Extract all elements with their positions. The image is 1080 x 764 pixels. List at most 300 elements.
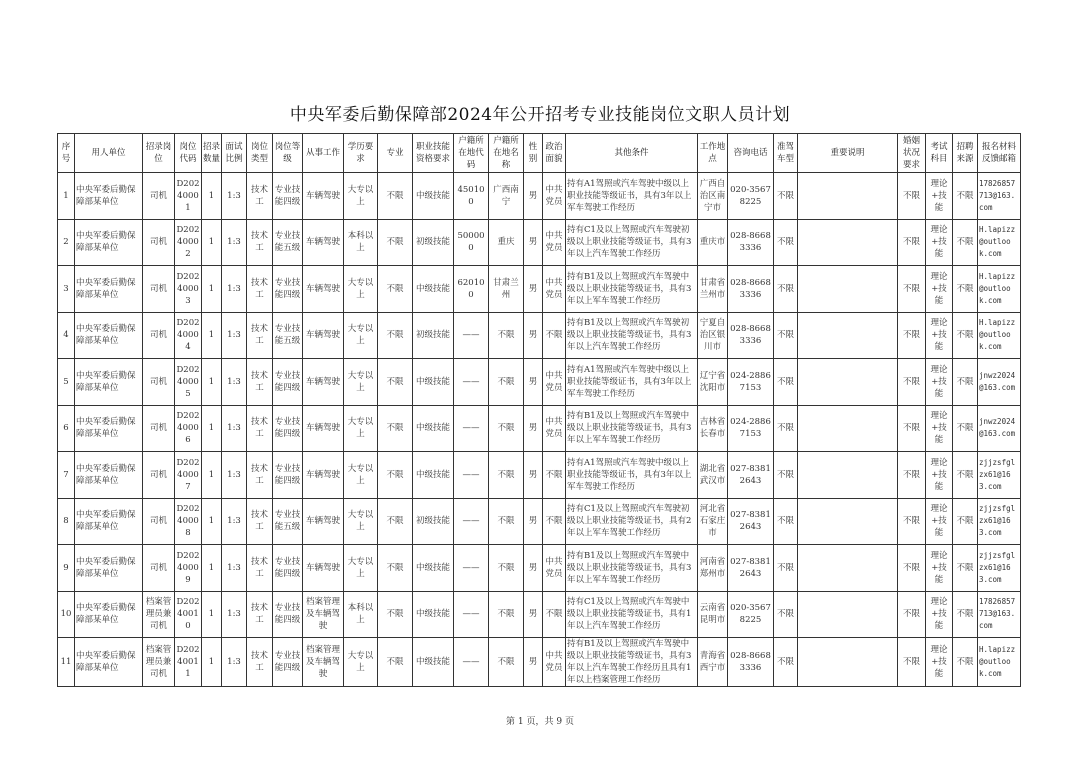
cell-household-code: —— xyxy=(454,498,489,545)
cell-other-conditions: 持有B1及以上驾照或汽车驾驶中级以上职业技能等级证书，具有3年以上军车驾驶工作经历 xyxy=(566,545,698,592)
cell-quota: 1 xyxy=(202,591,222,638)
cell-important-notes xyxy=(798,359,898,406)
cell-important-notes xyxy=(798,219,898,266)
cell-position-type: 技术工 xyxy=(247,359,273,406)
cell-marital-status: 不限 xyxy=(898,173,926,220)
cell-political-status: 中共党员 xyxy=(543,638,566,687)
cell-position-type: 技术工 xyxy=(247,591,273,638)
cell-quota: 1 xyxy=(202,498,222,545)
cell-position-code: D20240007 xyxy=(175,452,202,499)
header-other-conditions: 其他条件 xyxy=(566,134,698,173)
cell-position: 司机 xyxy=(143,173,175,220)
cell-license-type: 不限 xyxy=(774,591,798,638)
cell-marital-status: 不限 xyxy=(898,219,926,266)
cell-recruit-source: 不限 xyxy=(953,312,978,359)
cell-quota: 1 xyxy=(202,405,222,452)
cell-education: 大专以上 xyxy=(344,312,378,359)
cell-license-type: 不限 xyxy=(774,173,798,220)
cell-position: 司机 xyxy=(143,359,175,406)
cell-exam-subjects: 理论+技能 xyxy=(926,452,953,499)
cell-major: 不限 xyxy=(378,545,413,592)
cell-major: 不限 xyxy=(378,266,413,313)
cell-position-level: 专业技能四级 xyxy=(273,545,303,592)
cell-position-code: D20240008 xyxy=(175,498,202,545)
cell-email: jnwz2024@163.com xyxy=(978,405,1021,452)
cell-license-type: 不限 xyxy=(774,452,798,499)
header-work-location: 工作地点 xyxy=(698,134,728,173)
cell-education: 大专以上 xyxy=(344,266,378,313)
cell-political-status: 中共党员 xyxy=(543,266,566,313)
cell-other-conditions: 持有C1及以上驾照或汽车驾驶初级以上职业技能等级证书，具有3年以上汽车驾驶工作经历 xyxy=(566,219,698,266)
cell-gender: 男 xyxy=(524,359,543,406)
cell-education: 大专以上 xyxy=(344,173,378,220)
cell-exam-subjects: 理论+技能 xyxy=(926,173,953,220)
cell-exam-subjects: 理论+技能 xyxy=(926,545,953,592)
cell-major: 不限 xyxy=(378,591,413,638)
cell-interview-ratio: 1:3 xyxy=(222,591,247,638)
header-position-code: 岗位代码 xyxy=(175,134,202,173)
cell-position-code: D20240003 xyxy=(175,266,202,313)
cell-quota: 1 xyxy=(202,219,222,266)
cell-skill-requirement: 初级技能 xyxy=(413,219,454,266)
cell-gender: 男 xyxy=(524,545,543,592)
cell-recruit-source: 不限 xyxy=(953,359,978,406)
cell-household-code: —— xyxy=(454,545,489,592)
cell-work-content: 车辆驾驶 xyxy=(303,312,344,359)
cell-recruit-source: 不限 xyxy=(953,498,978,545)
cell-education: 大专以上 xyxy=(344,405,378,452)
cell-important-notes xyxy=(798,266,898,313)
cell-major: 不限 xyxy=(378,359,413,406)
cell-exam-subjects: 理论+技能 xyxy=(926,405,953,452)
cell-position-level: 专业技能五级 xyxy=(273,498,303,545)
cell-marital-status: 不限 xyxy=(898,312,926,359)
cell-work-content: 车辆驾驶 xyxy=(303,452,344,499)
table-row xyxy=(58,638,1021,687)
cell-phone: 020-35678225 xyxy=(728,591,774,638)
cell-license-type: 不限 xyxy=(774,638,798,687)
table-row xyxy=(58,591,1021,638)
cell-interview-ratio: 1:3 xyxy=(222,219,247,266)
cell-work-location: 宁夏自治区银川市 xyxy=(698,312,728,359)
cell-employer: 中央军委后勤保障部某单位 xyxy=(75,498,143,545)
cell-interview-ratio: 1:3 xyxy=(222,452,247,499)
cell-household-name: 不限 xyxy=(489,545,524,592)
cell-phone: 027-83812643 xyxy=(728,498,774,545)
cell-major: 不限 xyxy=(378,173,413,220)
cell-position: 司机 xyxy=(143,312,175,359)
cell-quota: 1 xyxy=(202,638,222,687)
cell-household-name: 重庆 xyxy=(489,219,524,266)
cell-important-notes xyxy=(798,452,898,499)
cell-position: 司机 xyxy=(143,452,175,499)
cell-position-type: 技术工 xyxy=(247,545,273,592)
cell-phone: 027-83812643 xyxy=(728,545,774,592)
cell-position-level: 专业技能四级 xyxy=(273,266,303,313)
cell-education: 大专以上 xyxy=(344,452,378,499)
cell-marital-status: 不限 xyxy=(898,498,926,545)
cell-email: 17826857713@163.com xyxy=(978,173,1021,220)
cell-work-content: 车辆驾驶 xyxy=(303,219,344,266)
cell-employer: 中央军委后勤保障部某单位 xyxy=(75,405,143,452)
cell-recruit-source: 不限 xyxy=(953,545,978,592)
cell-important-notes xyxy=(798,405,898,452)
cell-quota: 1 xyxy=(202,266,222,313)
cell-position-type: 技术工 xyxy=(247,638,273,687)
cell-household-code: —— xyxy=(454,359,489,406)
cell-seq: 2 xyxy=(58,219,75,266)
cell-position: 司机 xyxy=(143,405,175,452)
cell-household-name: 不限 xyxy=(489,405,524,452)
cell-skill-requirement: 中级技能 xyxy=(413,405,454,452)
cell-position-code: D20240005 xyxy=(175,359,202,406)
cell-skill-requirement: 中级技能 xyxy=(413,591,454,638)
cell-work-content: 档案管理及车辆驾驶 xyxy=(303,591,344,638)
cell-other-conditions: 持有B1及以上驾照或汽车驾驶中级以上职业技能等级证书，具有3年以上军车驾驶工作经历 xyxy=(566,405,698,452)
cell-seq: 11 xyxy=(58,638,75,687)
cell-work-location: 河南省郑州市 xyxy=(698,545,728,592)
header-license-type: 准驾车型 xyxy=(774,134,798,173)
cell-major: 不限 xyxy=(378,498,413,545)
cell-work-location: 湖北省武汉市 xyxy=(698,452,728,499)
cell-position-type: 技术工 xyxy=(247,498,273,545)
cell-other-conditions: 持有A1驾照或汽车驾驶中级以上职业技能等级证书，具有3年以上军车驾驶工作经历 xyxy=(566,173,698,220)
cell-work-content: 车辆驾驶 xyxy=(303,545,344,592)
cell-household-name: 不限 xyxy=(489,452,524,499)
cell-household-code: 450100 xyxy=(454,173,489,220)
cell-interview-ratio: 1:3 xyxy=(222,545,247,592)
cell-work-content: 车辆驾驶 xyxy=(303,359,344,406)
cell-exam-subjects: 理论+技能 xyxy=(926,266,953,313)
header-major: 专业 xyxy=(378,134,413,173)
header-household-code: 户籍所在地代码 xyxy=(454,134,489,173)
cell-employer: 中央军委后勤保障部某单位 xyxy=(75,266,143,313)
cell-email: 17826857713@163.com xyxy=(978,591,1021,638)
cell-work-location: 青海省西宁市 xyxy=(698,638,728,687)
cell-seq: 9 xyxy=(58,545,75,592)
table-row xyxy=(58,498,1021,545)
cell-email: H.lapizz@outlook.com xyxy=(978,219,1021,266)
cell-gender: 男 xyxy=(524,312,543,359)
cell-recruit-source: 不限 xyxy=(953,219,978,266)
cell-position-level: 专业技能五级 xyxy=(273,312,303,359)
cell-skill-requirement: 中级技能 xyxy=(413,638,454,687)
header-seq: 序号 xyxy=(58,134,75,173)
cell-skill-requirement: 中级技能 xyxy=(413,173,454,220)
cell-major: 不限 xyxy=(378,312,413,359)
cell-household-name: 不限 xyxy=(489,312,524,359)
cell-recruit-source: 不限 xyxy=(953,173,978,220)
cell-marital-status: 不限 xyxy=(898,266,926,313)
cell-household-code: 620100 xyxy=(454,266,489,313)
cell-exam-subjects: 理论+技能 xyxy=(926,312,953,359)
table-row xyxy=(58,266,1021,313)
cell-seq: 3 xyxy=(58,266,75,313)
cell-position: 司机 xyxy=(143,545,175,592)
cell-major: 不限 xyxy=(378,452,413,499)
cell-major: 不限 xyxy=(378,405,413,452)
cell-skill-requirement: 初级技能 xyxy=(413,498,454,545)
cell-email: jnwz2024@163.com xyxy=(978,359,1021,406)
cell-position-type: 技术工 xyxy=(247,452,273,499)
table-row xyxy=(58,405,1021,452)
cell-political-status: 不限 xyxy=(543,452,566,499)
header-interview-ratio: 面试比例 xyxy=(222,134,247,173)
cell-skill-requirement: 中级技能 xyxy=(413,545,454,592)
table-row xyxy=(58,545,1021,592)
cell-phone: 024-28867153 xyxy=(728,359,774,406)
cell-position-level: 专业技能四级 xyxy=(273,173,303,220)
cell-position-code: D20240006 xyxy=(175,405,202,452)
cell-phone: 028-86683336 xyxy=(728,219,774,266)
cell-important-notes xyxy=(798,498,898,545)
header-gender: 性别 xyxy=(524,134,543,173)
cell-important-notes xyxy=(798,638,898,687)
header-position-level: 岗位等级 xyxy=(273,134,303,173)
cell-important-notes xyxy=(798,591,898,638)
cell-household-name: 甘肃兰州 xyxy=(489,266,524,313)
cell-employer: 中央军委后勤保障部某单位 xyxy=(75,452,143,499)
cell-education: 大专以上 xyxy=(344,359,378,406)
cell-recruit-source: 不限 xyxy=(953,266,978,313)
cell-political-status: 不限 xyxy=(543,591,566,638)
cell-seq: 5 xyxy=(58,359,75,406)
cell-political-status: 不限 xyxy=(543,498,566,545)
cell-education: 大专以上 xyxy=(344,638,378,687)
header-important-notes: 重要说明 xyxy=(798,134,898,173)
cell-position: 档案管理员兼司机 xyxy=(143,591,175,638)
cell-phone: 028-86683336 xyxy=(728,638,774,687)
cell-gender: 男 xyxy=(524,405,543,452)
cell-interview-ratio: 1:3 xyxy=(222,266,247,313)
cell-quota: 1 xyxy=(202,312,222,359)
cell-position-level: 专业技能四级 xyxy=(273,591,303,638)
cell-education: 大专以上 xyxy=(344,498,378,545)
cell-household-code: 500000 xyxy=(454,219,489,266)
cell-household-code: —— xyxy=(454,405,489,452)
table-header-row xyxy=(58,134,1021,173)
cell-position-code: D20240011 xyxy=(175,638,202,687)
cell-work-location: 广西自治区南宁市 xyxy=(698,173,728,220)
cell-household-name: 不限 xyxy=(489,359,524,406)
cell-position-level: 专业技能四级 xyxy=(273,638,303,687)
cell-position: 档案管理员兼司机 xyxy=(143,638,175,687)
cell-recruit-source: 不限 xyxy=(953,591,978,638)
cell-household-code: —— xyxy=(454,591,489,638)
cell-other-conditions: 持有C1及以上驾照或汽车驾驶中级以上职业技能等级证书，具有1年以上汽车驾驶工作经历 xyxy=(566,591,698,638)
cell-interview-ratio: 1:3 xyxy=(222,638,247,687)
header-position: 招录岗位 xyxy=(143,134,175,173)
document-title: 中央军委后勤保障部2024年公开招考专业技能岗位文职人员计划 xyxy=(289,105,791,125)
cell-exam-subjects: 理论+技能 xyxy=(926,638,953,687)
table-row xyxy=(58,173,1021,220)
cell-work-location: 辽宁省沈阳市 xyxy=(698,359,728,406)
cell-license-type: 不限 xyxy=(774,545,798,592)
cell-skill-requirement: 中级技能 xyxy=(413,452,454,499)
header-political-status: 政治面貌 xyxy=(543,134,566,173)
cell-email: H.lapizz@outlook.com xyxy=(978,638,1021,687)
cell-work-content: 档案管理及车辆驾驶 xyxy=(303,638,344,687)
cell-gender: 男 xyxy=(524,498,543,545)
cell-position-type: 技术工 xyxy=(247,266,273,313)
cell-gender: 男 xyxy=(524,219,543,266)
cell-email: zjjzsfglzx61@163.com xyxy=(978,545,1021,592)
cell-position-type: 技术工 xyxy=(247,405,273,452)
cell-position-type: 技术工 xyxy=(247,173,273,220)
cell-phone: 028-86683336 xyxy=(728,312,774,359)
cell-seq: 8 xyxy=(58,498,75,545)
table-row xyxy=(58,359,1021,406)
cell-political-status: 中共党员 xyxy=(543,173,566,220)
header-skill-requirement: 职业技能资格要求 xyxy=(413,134,454,173)
cell-license-type: 不限 xyxy=(774,266,798,313)
cell-household-name: 广西南宁 xyxy=(489,173,524,220)
cell-other-conditions: 持有B1及以上驾照或汽车驾驶中级以上职业技能等级证书，具有3年以上汽车驾驶工作经历且具有1年以上档案管理工作经历 xyxy=(566,638,698,687)
cell-important-notes xyxy=(798,312,898,359)
cell-license-type: 不限 xyxy=(774,405,798,452)
cell-position-code: D20240004 xyxy=(175,312,202,359)
cell-quota: 1 xyxy=(202,545,222,592)
cell-marital-status: 不限 xyxy=(898,591,926,638)
recruitment-plan-table xyxy=(57,133,1021,687)
cell-gender: 男 xyxy=(524,591,543,638)
header-quota: 招录数量 xyxy=(202,134,222,173)
cell-position-level: 专业技能四级 xyxy=(273,359,303,406)
cell-quota: 1 xyxy=(202,359,222,406)
cell-recruit-source: 不限 xyxy=(953,638,978,687)
cell-position: 司机 xyxy=(143,219,175,266)
cell-marital-status: 不限 xyxy=(898,638,926,687)
cell-employer: 中央军委后勤保障部某单位 xyxy=(75,591,143,638)
header-phone: 咨询电话 xyxy=(728,134,774,173)
cell-phone: 028-86683336 xyxy=(728,266,774,313)
cell-email: H.lapizz@outlook.com xyxy=(978,266,1021,313)
cell-gender: 男 xyxy=(524,638,543,687)
cell-position-level: 专业技能四级 xyxy=(273,405,303,452)
cell-work-location: 重庆市 xyxy=(698,219,728,266)
cell-quota: 1 xyxy=(202,452,222,499)
cell-seq: 7 xyxy=(58,452,75,499)
cell-important-notes xyxy=(798,173,898,220)
cell-interview-ratio: 1:3 xyxy=(222,405,247,452)
header-household-name: 户籍所在地名称 xyxy=(489,134,524,173)
cell-work-content: 车辆驾驶 xyxy=(303,405,344,452)
header-recruit-source: 招聘来源 xyxy=(953,134,978,173)
cell-work-location: 河北省石家庄市 xyxy=(698,498,728,545)
cell-recruit-source: 不限 xyxy=(953,405,978,452)
cell-email: H.lapizz@outlook.com xyxy=(978,312,1021,359)
cell-other-conditions: 持有A1驾照或汽车驾驶中级以上职业技能等级证书，具有3年以上军车驾驶工作经历 xyxy=(566,359,698,406)
cell-email: zjjzsfglzx61@163.com xyxy=(978,452,1021,499)
cell-skill-requirement: 中级技能 xyxy=(413,359,454,406)
cell-work-content: 车辆驾驶 xyxy=(303,266,344,313)
cell-seq: 10 xyxy=(58,591,75,638)
cell-phone: 027-83812643 xyxy=(728,452,774,499)
header-email: 报名材料反馈邮箱 xyxy=(978,134,1021,173)
cell-marital-status: 不限 xyxy=(898,452,926,499)
cell-quota: 1 xyxy=(202,173,222,220)
cell-marital-status: 不限 xyxy=(898,359,926,406)
header-education: 学历要求 xyxy=(344,134,378,173)
cell-work-content: 车辆驾驶 xyxy=(303,498,344,545)
cell-political-status: 中共党员 xyxy=(543,405,566,452)
header-marital-status: 婚姻状况要求 xyxy=(898,134,926,173)
page-footer: 第 1 页，共 9 页 xyxy=(506,717,574,727)
cell-email: zjjzsfglzx61@163.com xyxy=(978,498,1021,545)
cell-license-type: 不限 xyxy=(774,312,798,359)
header-position-type: 岗位类型 xyxy=(247,134,273,173)
cell-license-type: 不限 xyxy=(774,498,798,545)
cell-gender: 男 xyxy=(524,452,543,499)
cell-political-status: 中共党员 xyxy=(543,359,566,406)
cell-employer: 中央军委后勤保障部某单位 xyxy=(75,219,143,266)
header-employer: 用人单位 xyxy=(75,134,143,173)
cell-interview-ratio: 1:3 xyxy=(222,359,247,406)
cell-household-name: 不限 xyxy=(489,638,524,687)
cell-position-code: D20240009 xyxy=(175,545,202,592)
cell-license-type: 不限 xyxy=(774,219,798,266)
cell-skill-requirement: 中级技能 xyxy=(413,266,454,313)
table-row xyxy=(58,452,1021,499)
cell-position-type: 技术工 xyxy=(247,219,273,266)
cell-employer: 中央军委后勤保障部某单位 xyxy=(75,359,143,406)
cell-position-type: 技术工 xyxy=(247,312,273,359)
cell-skill-requirement: 初级技能 xyxy=(413,312,454,359)
table-row xyxy=(58,219,1021,266)
cell-household-code: —— xyxy=(454,312,489,359)
cell-exam-subjects: 理论+技能 xyxy=(926,591,953,638)
cell-other-conditions: 持有A1驾照或汽车驾驶中级以上职业技能等级证书，具有3年以上军车驾驶工作经历 xyxy=(566,452,698,499)
cell-position-code: D20240010 xyxy=(175,591,202,638)
cell-phone: 020-35678225 xyxy=(728,173,774,220)
cell-household-code: —— xyxy=(454,638,489,687)
cell-education: 本科以上 xyxy=(344,219,378,266)
cell-work-location: 云南省昆明市 xyxy=(698,591,728,638)
cell-marital-status: 不限 xyxy=(898,545,926,592)
cell-position-level: 专业技能四级 xyxy=(273,452,303,499)
cell-major: 不限 xyxy=(378,219,413,266)
cell-work-content: 车辆驾驶 xyxy=(303,173,344,220)
cell-license-type: 不限 xyxy=(774,359,798,406)
cell-other-conditions: 持有C1及以上驾照或汽车驾驶初级以上职业技能等级证书，具有2年以上军车驾驶工作经历 xyxy=(566,498,698,545)
cell-work-location: 甘肃省兰州市 xyxy=(698,266,728,313)
cell-phone: 024-28867153 xyxy=(728,405,774,452)
cell-education: 大专以上 xyxy=(344,545,378,592)
cell-household-name: 不限 xyxy=(489,591,524,638)
cell-exam-subjects: 理论+技能 xyxy=(926,359,953,406)
cell-employer: 中央军委后勤保障部某单位 xyxy=(75,173,143,220)
cell-seq: 6 xyxy=(58,405,75,452)
cell-political-status: 不限 xyxy=(543,312,566,359)
cell-gender: 男 xyxy=(524,266,543,313)
cell-exam-subjects: 理论+技能 xyxy=(926,219,953,266)
cell-position-level: 专业技能五级 xyxy=(273,219,303,266)
cell-other-conditions: 持有B1及以上驾照或汽车驾驶中级以上职业技能等级证书，具有3年以上军车驾驶工作经历 xyxy=(566,266,698,313)
header-exam-subjects: 考试科目 xyxy=(926,134,953,173)
cell-employer: 中央军委后勤保障部某单位 xyxy=(75,545,143,592)
cell-seq: 1 xyxy=(58,173,75,220)
cell-position: 司机 xyxy=(143,266,175,313)
cell-marital-status: 不限 xyxy=(898,405,926,452)
cell-exam-subjects: 理论+技能 xyxy=(926,498,953,545)
table-row xyxy=(58,312,1021,359)
cell-important-notes xyxy=(798,545,898,592)
cell-recruit-source: 不限 xyxy=(953,452,978,499)
cell-seq: 4 xyxy=(58,312,75,359)
cell-position-code: D20240001 xyxy=(175,173,202,220)
cell-household-code: —— xyxy=(454,452,489,499)
cell-major: 不限 xyxy=(378,638,413,687)
